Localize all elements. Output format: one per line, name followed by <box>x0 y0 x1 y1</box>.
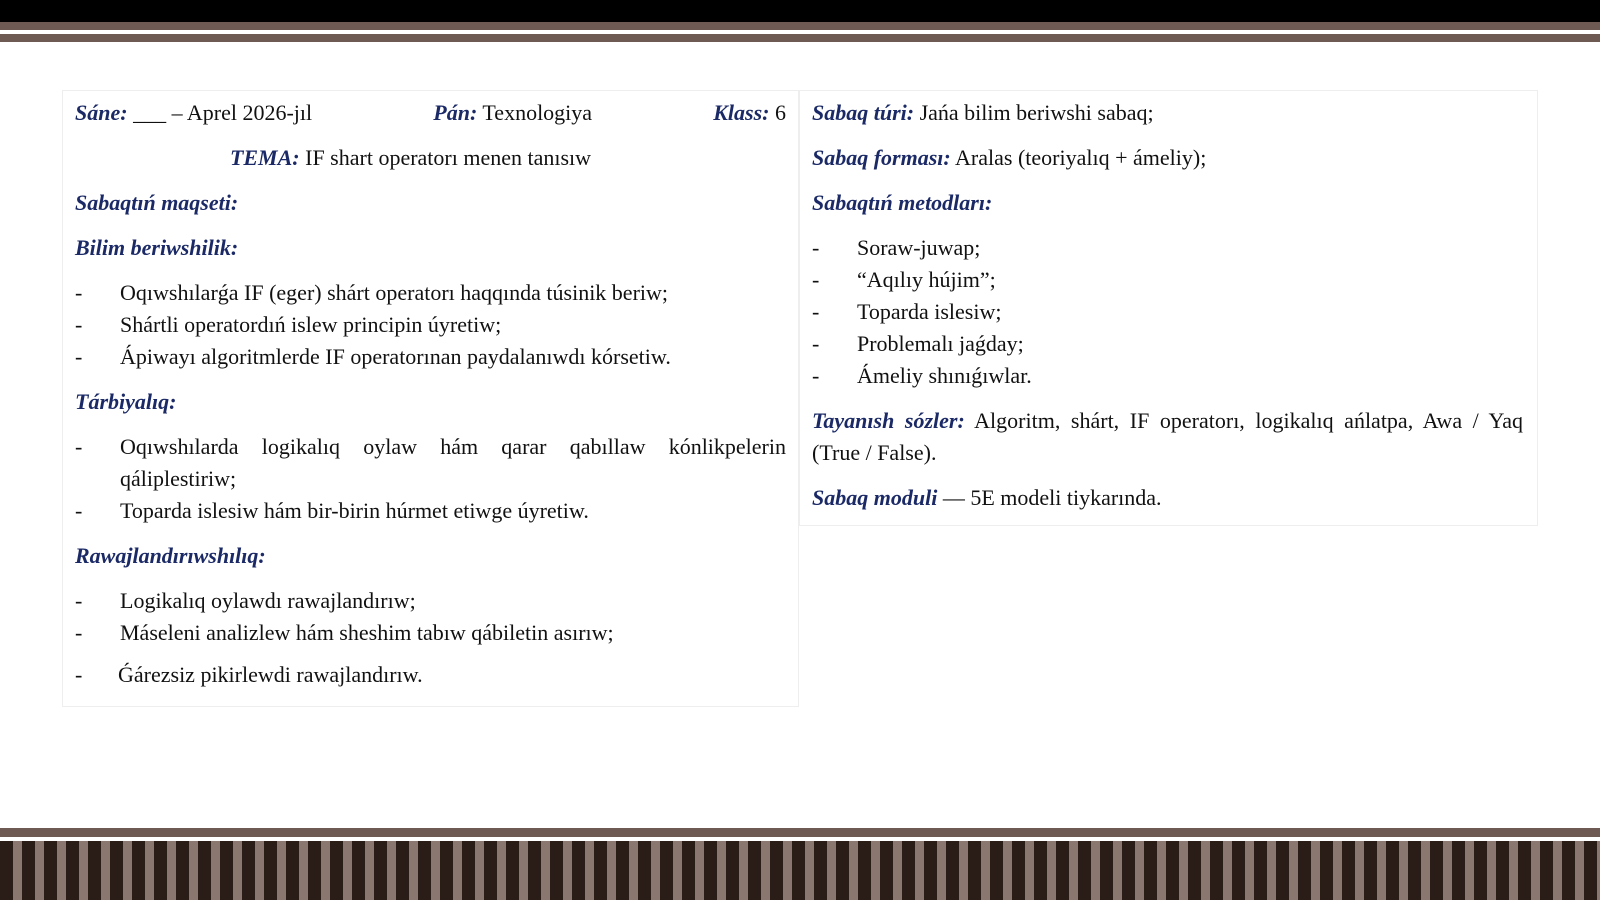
list-item-text: Oqıwshılarǵa IF (eger) shárt operatorı haqqında túsinik beriw; <box>120 280 669 305</box>
list-item <box>75 431 786 495</box>
list-item-text: Problemalı jaǵday; <box>857 331 1024 356</box>
top-black-band <box>0 0 1600 22</box>
module-row <box>812 482 1523 514</box>
lesson-form-row <box>812 142 1523 174</box>
developmental-heading: Rawajlandırıwshılıq: <box>75 543 266 568</box>
list-item-text: Ǵárezsiz pikirlewdi rawajlandırıw. <box>118 662 423 687</box>
list-item <box>812 264 1523 296</box>
list-item <box>75 585 786 617</box>
bullet-dash: - <box>75 620 83 645</box>
class-label: Klass: <box>713 100 770 125</box>
list-item-text: Máseleni analizlew hám sheshim tabıw qábiletin asırıw; <box>120 620 614 645</box>
bullet-dash: - <box>75 312 83 337</box>
list-item <box>75 341 786 373</box>
subject-value: Texnologiya <box>482 100 593 125</box>
date-field <box>75 97 312 129</box>
class-value: 6 <box>775 100 786 125</box>
lesson-form-label: Sabaq forması: <box>812 145 951 170</box>
bottom-stripe <box>0 828 1600 837</box>
topic-label: TEMA: <box>229 145 300 170</box>
list-item-text: Ámeliy shınıǵıwlar. <box>857 363 1032 388</box>
list-item <box>75 277 786 309</box>
list-item-text: Toparda islesiw; <box>857 299 1002 324</box>
module-label: Sabaq moduli <box>812 485 938 510</box>
lesson-type-row <box>812 97 1523 129</box>
list-item <box>812 328 1523 360</box>
developmental-goals-list <box>75 585 786 691</box>
module-value: — 5E modeli tiykarında. <box>942 485 1162 510</box>
list-item <box>75 617 786 649</box>
keywords-row <box>812 405 1523 469</box>
topic-value: IF shart operatorı menen tanısıw <box>305 145 592 170</box>
bullet-dash: - <box>75 662 83 687</box>
keywords-label: Tayanısh sózler: <box>812 408 965 433</box>
educational-goals-list <box>75 277 786 373</box>
bullet-dash: - <box>812 331 820 356</box>
bullet-dash: - <box>812 363 820 388</box>
bullet-dash: - <box>75 498 83 523</box>
list-item-text: Oqıwshılarda logikalıq oylaw hám qarar qabıllaw kónlikpelerin qáliplestiriw; <box>120 434 786 491</box>
upbringing-goals-list <box>75 431 786 527</box>
bullet-dash: - <box>75 344 83 369</box>
lesson-plan-right-column <box>799 90 1538 526</box>
list-item-text: Toparda islesiw hám bir-birin húrmet etiwge úyretiw. <box>120 498 589 523</box>
list-item <box>812 360 1523 392</box>
bullet-dash: - <box>75 280 83 305</box>
lesson-header-row <box>75 97 786 129</box>
lesson-form-value: Aralas (teoriyalıq + ámeliy); <box>955 145 1207 170</box>
lesson-type-label: Sabaq túri: <box>812 100 915 125</box>
list-item-text: Ápiwayı algoritmlerde IF operatorınan paydalanıwdı kórsetiw. <box>120 344 671 369</box>
bullet-dash: - <box>812 299 820 324</box>
upbringing-heading: Tárbiyalıq: <box>75 389 177 414</box>
list-item <box>75 659 786 691</box>
top-stripe <box>0 22 1600 30</box>
bullet-dash: - <box>75 434 83 459</box>
date-value: ___ – Aprel 2026-jıl <box>133 100 313 125</box>
methods-heading: Sabaqtıń metodları: <box>812 190 993 215</box>
date-label: Sáne: <box>75 100 128 125</box>
list-item <box>75 495 786 527</box>
educational-heading: Bilim beriwshilik: <box>75 235 239 260</box>
topic-row <box>75 142 786 174</box>
list-item <box>812 296 1523 328</box>
bullet-dash: - <box>812 235 820 260</box>
methods-list <box>812 232 1523 392</box>
top-stripe <box>0 34 1600 42</box>
subject-label: Pán: <box>433 100 478 125</box>
goals-heading: Sabaqtıń maqseti: <box>75 190 239 215</box>
list-item-text: Shártli operatordıń islew principin úyretiw; <box>120 312 502 337</box>
class-field <box>713 97 786 129</box>
keywords-value: Algoritm, shárt, IF operatorı, logikalıq ańlatpa, Awa / Yaq (True / False). <box>812 408 1523 465</box>
list-item <box>812 232 1523 264</box>
list-item-text: Logikalıq oylawdı rawajlandırıw; <box>120 588 416 613</box>
bullet-dash: - <box>75 588 83 613</box>
list-item <box>75 309 786 341</box>
lesson-plan-left-column <box>62 90 799 707</box>
lesson-type-value: Jańa bilim beriwshi sabaq; <box>919 100 1154 125</box>
list-item-text: “Aqılıy hújim”; <box>857 267 996 292</box>
list-item-text: Soraw-juwap; <box>857 235 981 260</box>
bullet-dash: - <box>812 267 820 292</box>
subject-field <box>433 97 592 129</box>
bottom-striped-band <box>0 841 1600 900</box>
